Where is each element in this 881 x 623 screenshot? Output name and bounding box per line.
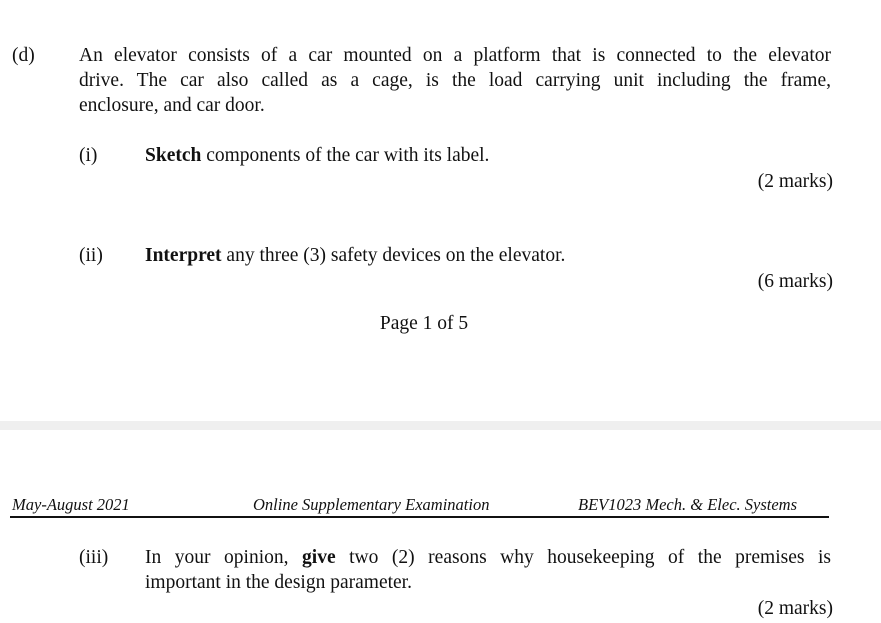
- part-iii-post: two (2) reasons why housekeeping of the premises is: [335, 547, 831, 568]
- question-number: (d): [12, 45, 35, 66]
- part-iii-number: (iii): [79, 547, 109, 568]
- question-text-line-1: An elevator consists of a car mounted on a platform that is connected to the elevator: [79, 45, 831, 66]
- header-rule: [10, 516, 829, 518]
- part-ii-marks: (6 marks): [757, 271, 833, 292]
- part-i-text: [145, 143, 489, 168]
- part-ii-verb: Interpret: [145, 245, 222, 266]
- part-iii-verb: give: [302, 547, 336, 568]
- part-iii-text-line-1: [145, 545, 831, 570]
- header-session: May-August 2021: [12, 495, 130, 514]
- part-iii-marks: (2 marks): [757, 598, 833, 619]
- part-ii-number: (ii): [79, 245, 103, 266]
- page-number-footer: Page 1 of 5: [379, 313, 469, 334]
- part-iii-text-line-2: important in the design parameter.: [145, 572, 412, 593]
- part-ii-text: [145, 243, 565, 268]
- part-i-verb: Sketch: [145, 145, 202, 166]
- question-text-line-3: enclosure, and car door.: [79, 95, 265, 116]
- header-course: BEV1023 Mech. & Elec. Systems: [578, 495, 798, 514]
- question-text-line-2: drive. The car also called as a cage, is the load carrying unit including the frame,: [79, 70, 831, 91]
- page-separator: [0, 421, 881, 430]
- part-i-number: (i): [79, 145, 98, 166]
- part-iii-pre: In your opinion,: [145, 547, 303, 568]
- header-exam-title: Online Supplementary Examination: [253, 495, 490, 514]
- part-ii-rest: any three (3) safety devices on the elevator.: [221, 245, 566, 266]
- part-i-rest: components of the car with its label.: [201, 145, 490, 166]
- part-i-marks: (2 marks): [757, 171, 833, 192]
